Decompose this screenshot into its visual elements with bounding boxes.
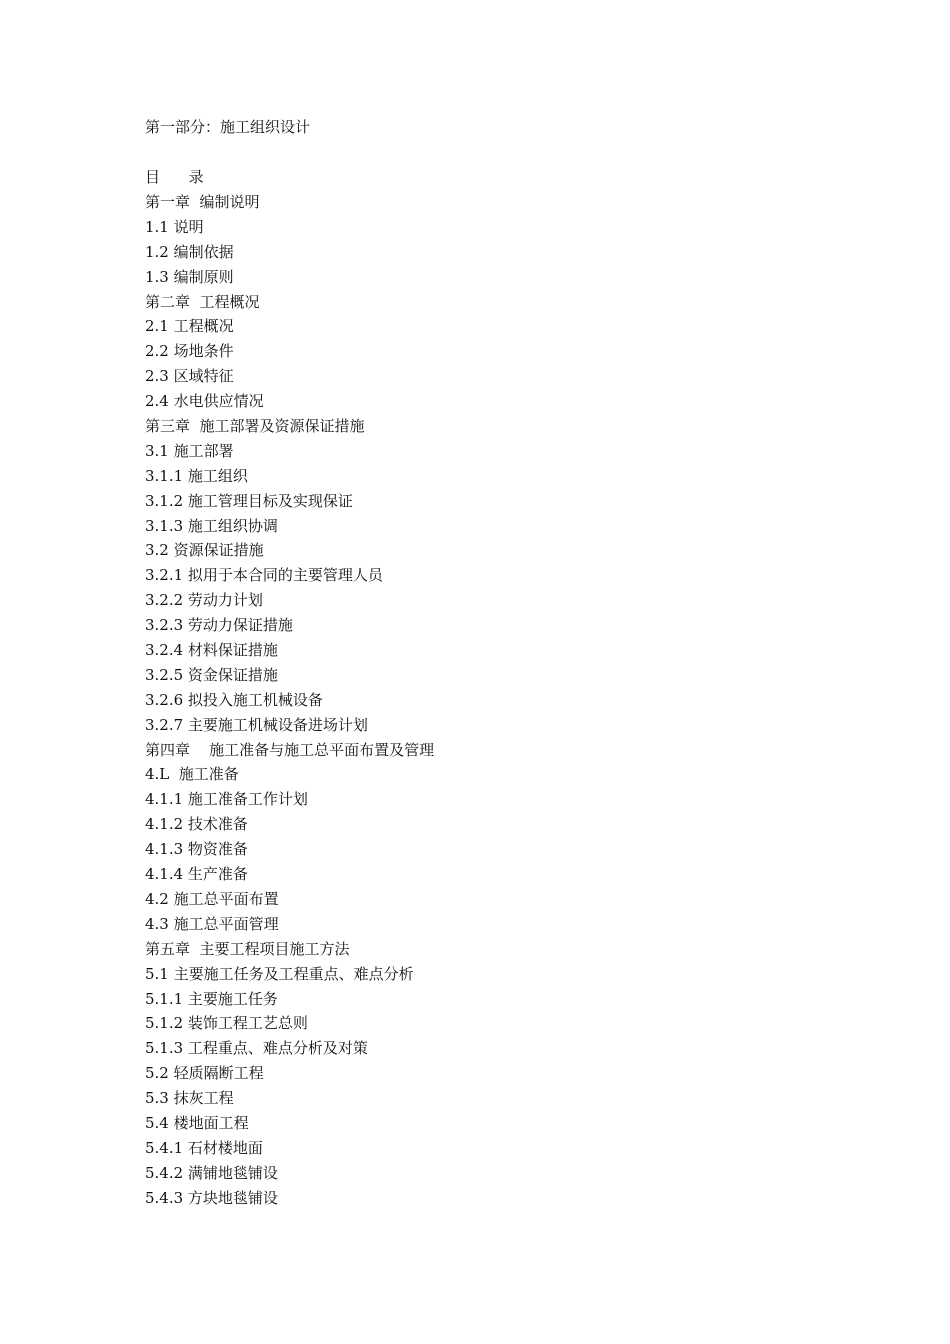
toc-entry: 5.4.2 满铺地毯铺设 [145,1163,278,1182]
table-of-contents [145,190,845,1211]
toc-entry: 5.1.1 主要施工任务 [145,989,278,1008]
toc-entry: 5.4.3 方块地毯铺设 [145,1188,278,1207]
toc-entry: 4.1.1 施工准备工作计划 [145,790,308,809]
toc-entry: 第二章 工程概况 [145,292,260,311]
toc-entry: 5.1.2 装饰工程工艺总则 [145,1014,308,1033]
toc-entry: 5.4.1 石材楼地面 [145,1138,263,1157]
toc-entry: 5.1.3 工程重点、难点分析及对策 [145,1039,368,1058]
toc-entry: 1.3 编制原则 [145,267,234,286]
toc-entry: 3.2.7 主要施工机械设备进场计划 [145,715,368,734]
toc-entry: 4.1.4 生产准备 [145,865,248,884]
toc-entry: 3.1 施工部署 [145,441,234,460]
toc-entry: 第一章 编制说明 [145,193,260,211]
toc-entry: 2.2 场地条件 [145,342,234,361]
toc-entry: 4.3 施工总平面管理 [145,914,279,933]
toc-heading: 目 录 [145,168,204,186]
toc-entry: 3.2.2 劳动力计划 [145,591,263,610]
toc-entry: 5.1 主要施工任务及工程重点、难点分析 [145,964,414,983]
toc-entry: 3.2.6 拟投入施工机械设备 [145,690,323,709]
toc-entry: 4.1.2 技术准备 [145,815,248,834]
toc-entry: 2.1 工程概况 [145,317,234,336]
toc-entry: 3.1.3 施工组织协调 [145,516,278,535]
toc-entry: 5.4 楼地面工程 [145,1113,249,1132]
toc-entry: 1.1 说明 [145,217,204,236]
toc-entry: 4.1.3 物资准备 [145,840,248,859]
toc-entry: 3.2.3 劳动力保证措施 [145,616,293,635]
toc-entry: 1.2 编制依据 [145,242,234,261]
toc-entry: 2.3 区域特征 [145,367,234,386]
toc-entry: 第四章 施工准备与施工总平面布置及管理 [145,740,435,759]
toc-entry: 3.2.1 拟用于本合同的主要管理人员 [145,566,383,585]
toc-entry: 5.2 轻质隔断工程 [145,1064,264,1083]
toc-entry: 第三章 施工部署及资源保证措施 [145,417,365,436]
toc-entry: 3.2.5 资金保证措施 [145,665,278,684]
toc-entry: 3.2 资源保证措施 [145,541,264,560]
document-body [145,115,845,1211]
toc-entry: 4.2 施工总平面布置 [145,889,279,908]
toc-entry: 第五章 主要工程项目施工方法 [145,939,350,958]
toc-entry: 3.1.1 施工组织 [145,466,248,485]
toc-entry: 3.2.4 材料保证措施 [145,641,278,660]
toc-entry: 4.L 施工准备 [145,765,239,784]
toc-entry: 5.3 抹灰工程 [145,1089,234,1108]
toc-entry: 2.4 水电供应情况 [145,392,264,411]
toc-entry: 3.1.2 施工管理目标及实现保证 [145,491,353,510]
blank-line [145,140,845,165]
part-title: 第一部分：施工组织设计 [145,118,311,136]
